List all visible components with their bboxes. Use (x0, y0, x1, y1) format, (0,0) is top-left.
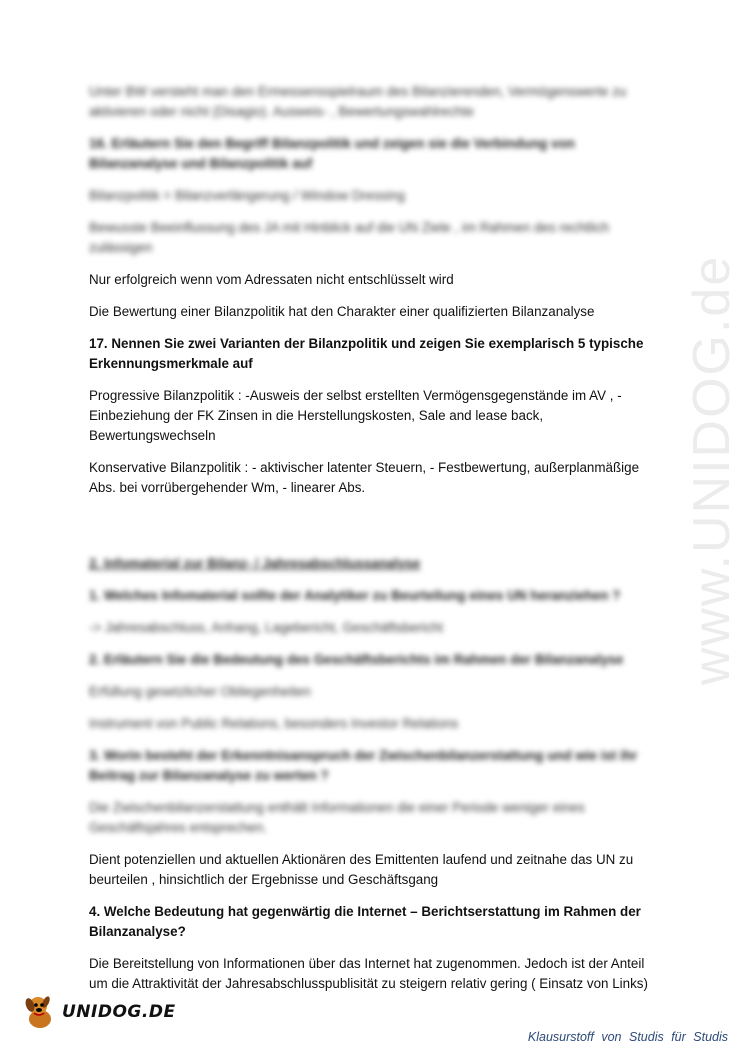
paragraph: Nur erfolgreich wenn vom Adressaten nicht entschlüsselt wird (89, 272, 454, 287)
paragraph-blurred: Instrument von Public Relations, besonders Investor Relations (89, 716, 459, 731)
paragraph-konservative: Konservative Bilanzpolitik : - aktivischer latenter Steuern, - Festbewertung, außerplanmäßige Abs. bei vorrübergehender Wm, - linearer Abs. (89, 460, 640, 495)
paragraph-blurred: -> Jahresabschluss, Anhang, Lagebericht, Geschäftsbericht (89, 620, 443, 635)
watermark: www.UNIDOG.de (683, 254, 741, 686)
logo-text: UNIDOG.DE (62, 1002, 176, 1022)
question-17-heading: 17. Nennen Sie zwei Varianten der Bilanzpolitik und zeigen Sie exemplarisch 5 typische Erkennungsmerkmale auf (89, 336, 644, 371)
paragraph-blurred: Bilanzpolitik = Bilanzverlängerung / Window Dressing (89, 188, 405, 203)
question-2-heading: 2. Erläutern Sie die Bedeutung des Geschäftsberichts im Rahmen der Bilanzanalyse (89, 652, 624, 667)
document-content (89, 82, 649, 1006)
question-4-heading: 4. Welche Bedeutung hat gegenwärtig die Internet – Berichtserstattung im Rahmen der Bilanzanalyse? (89, 904, 641, 939)
paragraph-blurred: Bewusste Beeinflussung des JA mit Hinblick auf die UN Ziele , im Rahmen des rechtlich zulässigen (89, 220, 610, 255)
paragraph-blurred: Unter BW versteht man den Ermessensspielraum des Bilanzierenden, Vermögenswerte zu aktivieren oder nicht (Disagio). Ausweis- , Bewertungswahlrechte (89, 84, 627, 119)
footer-slogan: Klausurstoff von Studis für Studis (527, 1030, 728, 1044)
question-16-heading: 16. Erläutern Sie den Begriff Bilanzpolitik und zeigen sie die Verbindung von Bilanzanalyse und Bilanzpolitik auf (89, 136, 575, 171)
dog-icon (20, 992, 60, 1032)
paragraph-blurred: Erfüllung gesetzlicher Obliegenheiten (89, 684, 311, 699)
section-gap (89, 510, 649, 554)
question-1-heading: 1. Welches Infomaterial sollte der Analytiker zu Beurteilung eines UN heranziehen ? (89, 588, 621, 603)
unidog-logo[interactable] (20, 992, 176, 1032)
section-heading: 2. Infomaterial zur Bilanz- / Jahresabschlussanalyse (89, 556, 421, 571)
paragraph: Die Bewertung einer Bilanzpolitik hat den Charakter einer qualifizierten Bilanzanalyse (89, 304, 595, 319)
paragraph: Die Bereitstellung von Informationen über das Internet hat zugenommen. Jedoch ist der Anteil um die Attraktivität der Jahresabschlusspublisität zu steigern relativ gering ( Einsatz von Links) (89, 956, 648, 991)
question-3-heading: 3. Worin besteht der Erkenntnisanspruch der Zwischenbilanzerstattung und wie ist ihr Beitrag zur Bilanzanalyse zu werten ? (89, 748, 638, 783)
paragraph: Dient potenziellen und aktuellen Aktionären des Emittenten laufend und zeitnahe das UN zu beurteilen , hinsichtlich der Ergebnisse und Geschäftsgang (89, 852, 634, 887)
paragraph-blurred: Die Zwischenbilanzerstattung enthält Informationen die einer Periode weniger eines Geschäftsjahres entsprechen. (89, 800, 585, 835)
paragraph-progressive: Progressive Bilanzpolitik : -Ausweis der selbst erstellten Vermögensgegenstände im AV , - Einbeziehung der FK Zinsen in die Herstellungskosten, Sale and lease back, Bewertungswechseln (89, 388, 622, 443)
